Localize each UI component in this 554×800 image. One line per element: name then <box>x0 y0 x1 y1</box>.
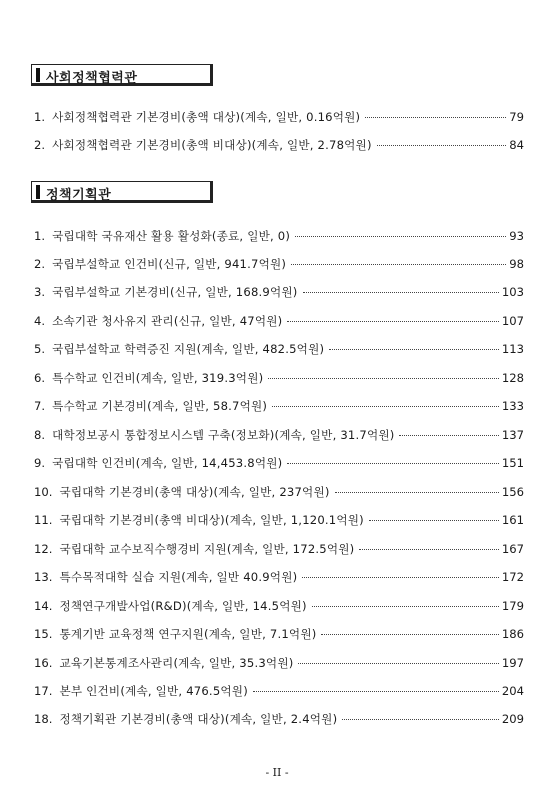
entry-number: 1. <box>34 229 46 243</box>
section-title: 사회정책협력관 <box>46 71 138 86</box>
entry-number: 17. <box>34 684 53 698</box>
entry-number: 5. <box>34 342 46 356</box>
entry-number: 8. <box>34 428 46 442</box>
dot-leader <box>365 117 506 118</box>
dot-leader <box>253 691 499 692</box>
section-header-social-policy <box>31 64 213 86</box>
entry-number: 10. <box>34 485 53 499</box>
dot-leader <box>298 663 498 664</box>
entry-page-number: 137 <box>501 428 524 442</box>
entry-number: 11. <box>34 513 53 527</box>
dot-leader <box>287 463 499 464</box>
entry-number: 13. <box>34 570 53 584</box>
toc-entry[interactable] <box>34 598 524 614</box>
toc-entry[interactable] <box>34 427 524 443</box>
entry-page-number: 172 <box>501 570 524 584</box>
entry-number: 6. <box>34 371 46 385</box>
entry-page-number: 161 <box>501 513 524 527</box>
entry-title: 정책기획관 기본경비(총액 대상)(계속, 일반, 2.4억원) <box>59 712 338 726</box>
entry-title: 본부 인건비(계속, 일반, 476.5억원) <box>59 684 248 698</box>
section-title: 정책기획관 <box>46 188 112 203</box>
dot-leader <box>321 634 498 635</box>
entry-page-number: 186 <box>501 627 524 641</box>
dot-leader <box>268 378 499 379</box>
dot-leader <box>302 577 499 578</box>
entry-number: 7. <box>34 399 46 413</box>
entry-number: 18. <box>34 712 53 726</box>
entry-title: 국립대학 인건비(계속, 일반, 14,453.8억원) <box>52 456 283 470</box>
dot-leader <box>335 492 499 493</box>
entry-page-number: 167 <box>501 542 524 556</box>
dot-leader <box>312 606 499 607</box>
toc-entry[interactable] <box>34 228 524 244</box>
entry-title: 국립대학 기본경비(총액 비대상)(계속, 일반, 1,120.1억원) <box>59 513 364 527</box>
dot-leader <box>329 349 499 350</box>
entry-title: 교육기본통계조사관리(계속, 일반, 35.3억원) <box>59 656 294 670</box>
toc-entry[interactable] <box>34 313 524 329</box>
entry-title: 특수학교 인건비(계속, 일반, 319.3억원) <box>52 371 264 385</box>
entry-number: 16. <box>34 656 53 670</box>
dot-leader <box>295 236 506 237</box>
entry-page-number: 98 <box>509 257 524 271</box>
toc-entry[interactable] <box>34 341 524 357</box>
entry-page-number: 204 <box>501 684 524 698</box>
entry-number: 4. <box>34 314 46 328</box>
dot-leader <box>303 292 499 293</box>
entry-title: 대학정보공시 통합정보시스템 구축(정보화)(계속, 일반, 31.7억원) <box>52 428 395 442</box>
entry-number: 2. <box>34 138 46 152</box>
toc-entry[interactable] <box>34 683 524 699</box>
toc-entry[interactable] <box>34 512 524 528</box>
toc-entry[interactable] <box>34 541 524 557</box>
dot-leader <box>342 719 499 720</box>
page-footer-number: - II - <box>265 766 289 779</box>
entry-title: 특수학교 기본경비(계속, 일반, 58.7억원) <box>52 399 268 413</box>
entry-page-number: 107 <box>501 314 524 328</box>
toc-entry[interactable] <box>34 626 524 642</box>
dot-leader <box>377 145 507 146</box>
entry-page-number: 113 <box>501 342 524 356</box>
section-marker <box>36 68 40 82</box>
entry-page-number: 93 <box>509 229 524 243</box>
entry-title: 국립부설학교 기본경비(신규, 일반, 168.9억원) <box>52 285 298 299</box>
entry-title: 국립부설학교 인건비(신규, 일반, 941.7억원) <box>52 257 287 271</box>
entry-number: 2. <box>34 257 46 271</box>
dot-leader <box>291 264 506 265</box>
entry-title: 통계기반 교육정책 연구지원(계속, 일반, 7.1억원) <box>59 627 317 641</box>
dot-leader <box>359 549 498 550</box>
entry-page-number: 151 <box>501 456 524 470</box>
toc-entry[interactable] <box>34 655 524 671</box>
toc-entry[interactable] <box>34 370 524 386</box>
dot-leader <box>272 406 499 407</box>
entry-number: 12. <box>34 542 53 556</box>
toc-entry[interactable] <box>34 256 524 272</box>
entry-title: 사회정책협력관 기본경비(총액 비대상)(계속, 일반, 2.78억원) <box>52 138 372 152</box>
section-marker <box>36 185 40 199</box>
entry-page-number: 209 <box>501 712 524 726</box>
entry-page-number: 103 <box>501 285 524 299</box>
entry-number: 15. <box>34 627 53 641</box>
toc-entry[interactable] <box>34 711 524 727</box>
section-header-policy-planning <box>31 181 213 203</box>
entry-number: 9. <box>34 456 46 470</box>
toc-entry[interactable] <box>34 484 524 500</box>
toc-entry[interactable] <box>34 137 524 153</box>
dot-leader <box>369 520 499 521</box>
entry-title: 국립부설학교 학력증진 지원(계속, 일반, 482.5억원) <box>52 342 325 356</box>
entry-number: 14. <box>34 599 53 613</box>
toc-entry[interactable] <box>34 455 524 471</box>
toc-entry[interactable] <box>34 569 524 585</box>
entry-title: 국립대학 교수보직수행경비 지원(계속, 일반, 172.5억원) <box>59 542 355 556</box>
entry-page-number: 133 <box>501 399 524 413</box>
dot-leader <box>399 435 498 436</box>
entry-number: 1. <box>34 110 46 124</box>
entry-title: 정책연구개발사업(R&D)(계속, 일반, 14.5억원) <box>59 599 307 613</box>
entry-page-number: 84 <box>509 138 524 152</box>
entry-page-number: 128 <box>501 371 524 385</box>
entry-title: 사회정책협력관 기본경비(총액 대상)(계속, 일반, 0.16억원) <box>52 110 361 124</box>
toc-entry[interactable] <box>34 398 524 414</box>
entry-page-number: 79 <box>509 110 524 124</box>
entry-number: 3. <box>34 285 46 299</box>
entry-title: 소속기관 청사유지 관리(신규, 일반, 47억원) <box>52 314 283 328</box>
toc-entry[interactable] <box>34 284 524 300</box>
entry-title: 특수목적대학 실습 지원(계속, 일반 40.9억원) <box>59 570 298 584</box>
entry-page-number: 179 <box>501 599 524 613</box>
entry-page-number: 197 <box>501 656 524 670</box>
entry-page-number: 156 <box>501 485 524 499</box>
entry-title: 국립대학 기본경비(총액 대상)(계속, 일반, 237억원) <box>59 485 330 499</box>
toc-entry[interactable] <box>34 109 524 125</box>
entry-title: 국립대학 국유재산 활용 활성화(종료, 일반, 0) <box>52 229 291 243</box>
dot-leader <box>287 321 498 322</box>
